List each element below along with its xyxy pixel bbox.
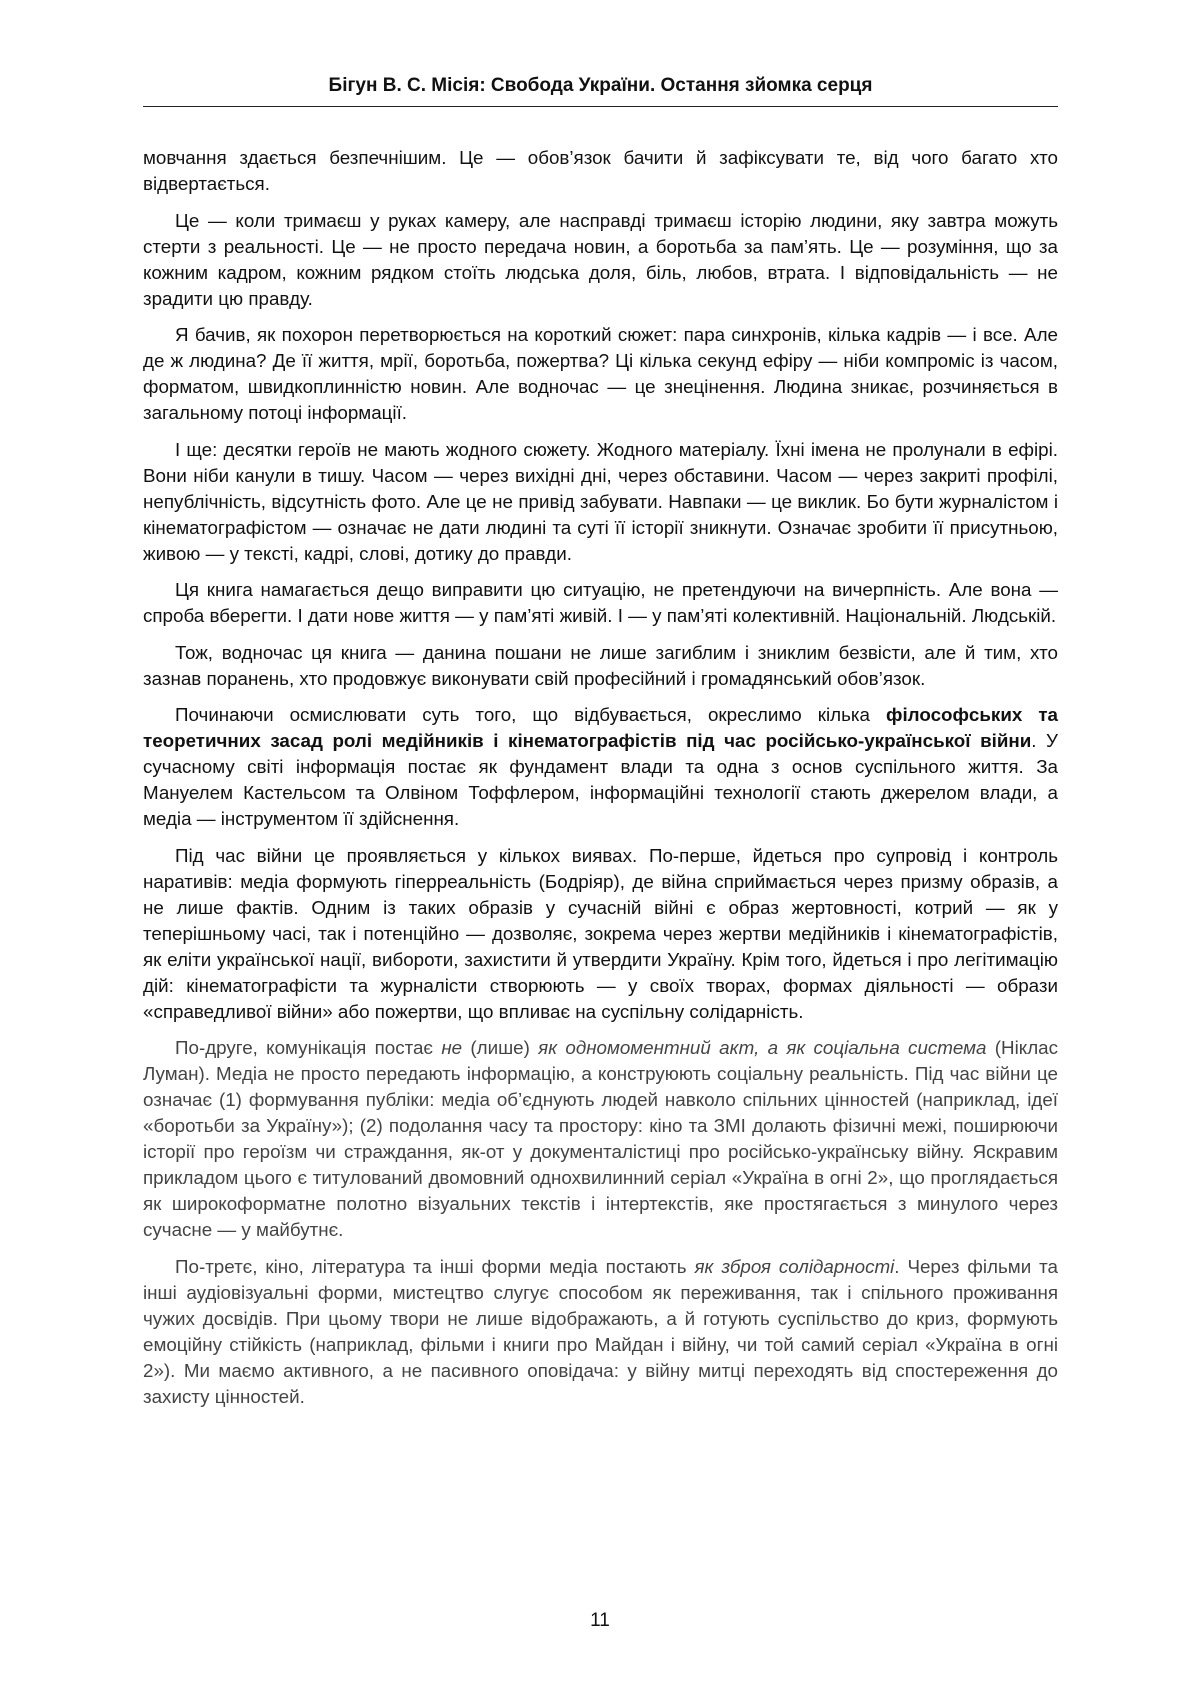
paragraph — [143, 322, 1058, 426]
text-segment: (Ніклас Луман). Медіа не просто передають інформацію, а конструюють соціальну реальність. Під час війни це означає (1) формування публіки: медіа об’єднують людей навколо спільних цінностей (наприклад, ідеї «боротьби за Україну»); (2) подолання часу та простору: кіно та ЗМІ долають фізичні межі, поширюючи історії про героїзм чи страждання, як-от у документалістиці про російсько-українську війну. Яскравим прикладом цього є титулований двомовний однохвилинний серіал «Україна в огні 2», що проглядається як широкоформатне полотно візуальних текстів і інтертекстів, яке простягається з минулого через сучасне — у майбутнє. — [143, 1037, 1058, 1240]
body-text — [143, 145, 1058, 1420]
paragraph — [143, 145, 1058, 197]
text-segment: Ця книга намагається дещо виправити цю ситуацію, не претендуючи на вичерпність. Але вона — спроба вберегти. І дати нове життя — у пам’яті живій. І — у пам’яті колективній. Національній. Людській. — [143, 579, 1058, 626]
text-segment: Під час війни це проявляється у кількох виявах. По-перше, йдеться про супровід і контроль наративів: медіа формують гіперреальність (Бодріяр), де війна сприймається через призму образів, а не лише фактів. Одним із таких образів у сучасній війні є образ жертовності, котрий — як у теперішньому часі, так і потенційно — дозволяє, зокрема через жертви медійників і кінематографістів, як еліти української нації, вибороти, захистити й утвердити Україну. Крім того, йдеться і про легітимацію дій: кінематографісти та журналісти створюють — у своїх творах, формах діяльності — образи «справедливої війни» або пожертви, що впливає на суспільну солідарність. — [143, 844, 1058, 1022]
bold-text: філософських та теоретичних засад ролі медійників і кінематографістів під час російсько-української війни — [143, 704, 1058, 751]
paragraph — [143, 843, 1058, 1025]
text-segment: Тож, водночас ця книга — данина пошани не лише загиблим і зниклим безвісти, але й тим, хто зазнав поранень, хто продовжує виконувати свій професійний і громадянський обов’язок. — [143, 641, 1058, 689]
italic-text: як зброя солідарності — [694, 1255, 895, 1277]
text-segment: По-друге, комунікація постає — [175, 1037, 442, 1058]
paragraph — [143, 437, 1058, 567]
text-segment: мовчання здається безпечнішим. Це — обов’язок бачити й зафіксувати те, від чого багато хто відвертається. — [143, 147, 1058, 194]
text-segment: . У сучасному світі інформація постає як фундамент влади та одна з основ суспільного життя. За Мануелем Кастельсом та Олвіном Тоффлером, інформаційні технології стають джерелом влади, а медіа — інструментом її здійснення. — [143, 730, 1058, 829]
text-segment: І ще: десятки героїв не мають жодного сюжету. Жодного матеріалу. Їхні імена не пролунали в ефірі. Вони ніби канули в тишу. Часом — через вихідні дні, через обставини. Часом — через закриті профілі, непублічність, відсутність фото. Але це не привід забувати. Навпаки — це виклик. Бо бути журналістом і кінематографістом — означає не дати людині та суті її історії зникнути. Означає зробити її присутньою, живою — у тексті, кадрі, слові, дотику до правди. — [143, 438, 1058, 564]
text-segment: (лише) — [462, 1037, 539, 1058]
text-segment: Я бачив, як похорон перетворюється на короткий сюжет: пара синхронів, кілька кадрів — і все. Але де ж людина? Де її життя, мрії, боротьба, пожертва? Ці кілька секунд ефіру — ніби компроміс із часом, форматом, швидкоплинністю новин. Але водночас — це знецінення. Людина зникає, розчиняється в загальному потоці інформації. — [143, 324, 1058, 423]
text-segment: По-третє, кіно, література та інші форми медіа постають — [175, 1255, 695, 1277]
text-segment: Починаючи осмислювати суть того, що відбувається, окреслимо кілька — [175, 704, 887, 725]
running-header: Бігун В. С. Місія: Свобода України. Остання зйомка серця — [143, 74, 1058, 107]
paragraph — [143, 640, 1058, 692]
italic-text: не — [441, 1037, 463, 1058]
paragraph — [143, 1035, 1058, 1243]
page-number: 11 — [590, 1610, 610, 1631]
text-segment: . Через фільми та інші аудіовізуальні форми, мистецтво слугує способом як переживання, так і спільного проживання чужих досвідів. При цьому твори не лише відображають, а й готують суспільство до криз, формують емоційну стійкість (наприклад, фільми і книги про Майдан і війну, чи той самий серіал «Україна в огні 2»). Ми маємо активного, а не пасивного оповідача: у війну митці переходять від спостереження до захисту цінностей. — [143, 1255, 1058, 1407]
italic-text: як одномоментний акт, а як соціальна система — [538, 1037, 987, 1058]
paragraph — [143, 1254, 1058, 1410]
paragraph — [143, 208, 1058, 312]
paragraph — [143, 577, 1058, 629]
text-segment: Це — коли тримаєш у руках камеру, але насправді тримаєш історію людини, яку завтра можуть стерти з реальності. Це — не просто передача новин, а боротьба за пам’ять. Це — розуміння, що за кожним кадром, кожним рядком стоїть людська доля, біль, любов, втрата. І відповідальність — не зрадити цю правду. — [143, 209, 1058, 309]
paragraph — [143, 702, 1058, 832]
